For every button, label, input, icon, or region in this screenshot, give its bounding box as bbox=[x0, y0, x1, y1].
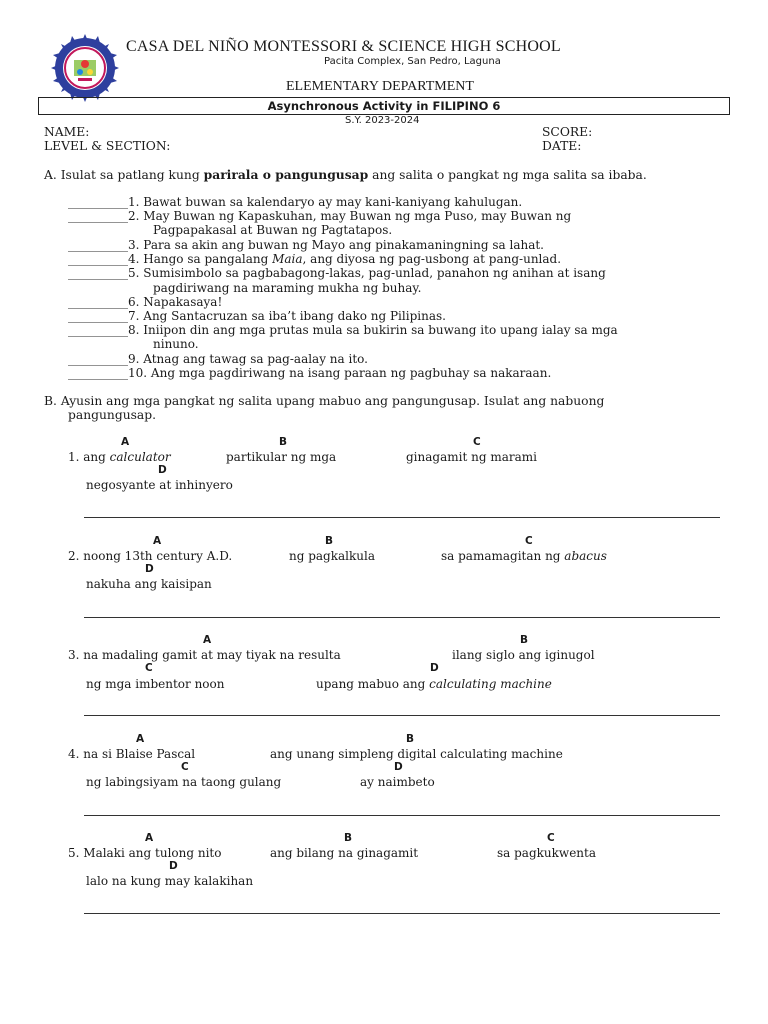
part-a-item: __________8. Iniipon din ang mga prutas mula sa bukirin sa buwang ito upang ialay sa mga bbox=[68, 323, 618, 337]
phrase-b: ilang siglo ang iginugol bbox=[452, 648, 595, 662]
answer-line[interactable] bbox=[84, 715, 720, 716]
phrase-a: 5. Malaki ang tulong nito bbox=[68, 846, 222, 860]
phrase-a: 3. na madaling gamit at may tiyak na resulta bbox=[68, 648, 341, 662]
date-field-label: DATE: bbox=[542, 139, 582, 153]
column-label-d: D bbox=[158, 464, 167, 476]
score-field-label: SCORE: bbox=[542, 125, 593, 139]
part-a-item-continuation: ninuno. bbox=[153, 337, 199, 351]
part-a-instruction: A. Isulat sa patlang kung parirala o pangungusap ang salita o pangkat ng mga salita sa ibaba. bbox=[44, 167, 647, 182]
part-a-item: __________4. Hango sa pangalang Maia, ang diyosa ng pag-usbong at pang-unlad. bbox=[68, 252, 562, 266]
phrase-d: negosyante at inhinyero bbox=[86, 478, 233, 492]
column-label-c: C bbox=[547, 832, 555, 844]
phrase-d: upang mabuo ang calculating machine bbox=[316, 677, 552, 691]
school-name: CASA DEL NIÑO MONTESSORI & SCIENCE HIGH SCHOOL bbox=[126, 38, 561, 55]
phrase-b: partikular ng mga bbox=[226, 450, 337, 464]
part-a-item: __________2. May Buwan ng Kapaskuhan, may Buwan ng mga Puso, may Buwan ng bbox=[68, 209, 572, 223]
column-label-a: A bbox=[153, 535, 162, 547]
part-a-item: __________10. Ang mga pagdiriwang na isang paraan ng pagbuhay sa nakaraan. bbox=[68, 366, 552, 380]
column-label-b: B bbox=[520, 634, 529, 646]
phrase-b: ang bilang na ginagamit bbox=[270, 846, 419, 860]
column-label-b: B bbox=[279, 436, 288, 448]
column-label-b: B bbox=[344, 832, 353, 844]
activity-title-box bbox=[38, 97, 730, 115]
school-address: Pacita Complex, San Pedro, Laguna bbox=[324, 56, 501, 67]
column-label-c: C bbox=[525, 535, 533, 547]
phrase-c: ng labingsiyam na taong gulang bbox=[86, 775, 282, 789]
part-a-item: __________1. Bawat buwan sa kalendaryo ay may kani-kaniyang kahulugan. bbox=[68, 195, 523, 209]
part-a-item: __________6. Napakasaya! bbox=[68, 295, 223, 309]
level-section-field-label: LEVEL & SECTION: bbox=[44, 139, 171, 153]
phrase-c: sa pamamagitan ng abacus bbox=[441, 549, 607, 563]
answer-line[interactable] bbox=[84, 617, 720, 618]
answer-line[interactable] bbox=[84, 815, 720, 816]
column-label-d: D bbox=[169, 860, 178, 872]
column-label-d: D bbox=[430, 662, 439, 674]
column-label-b: B bbox=[406, 733, 415, 745]
part-a-item: __________5. Sumisimbolo sa pagbabagong-lakas, pag-unlad, panahon ng anihan at isang bbox=[68, 266, 606, 280]
phrase-c: ginagamit ng marami bbox=[406, 450, 537, 464]
phrase-b: ng pagkalkula bbox=[289, 549, 375, 563]
phrase-d: ay naimbeto bbox=[360, 775, 435, 789]
column-label-a: A bbox=[145, 832, 154, 844]
column-label-c: C bbox=[473, 436, 481, 448]
answer-line[interactable] bbox=[84, 913, 720, 914]
phrase-a: 1. ang calculator bbox=[68, 450, 171, 464]
phrase-d: lalo na kung may kalakihan bbox=[86, 874, 254, 888]
answer-line[interactable] bbox=[84, 517, 720, 518]
department-name: ELEMENTARY DEPARTMENT bbox=[286, 79, 474, 94]
phrase-b: ang unang simpleng digital calculating machine bbox=[270, 747, 563, 761]
part-a-item: __________7. Ang Santacruzan sa iba’t ibang dako ng Pilipinas. bbox=[68, 309, 446, 323]
column-label-c: C bbox=[181, 761, 189, 773]
activity-title: Asynchronous Activity in FILIPINO 6 bbox=[267, 99, 501, 113]
column-label-a: A bbox=[136, 733, 145, 745]
phrase-a: 4. na si Blaise Pascal bbox=[68, 747, 196, 761]
phrase-c: sa pagkukwenta bbox=[497, 846, 596, 860]
phrase-a: 2. noong 13th century A.D. bbox=[68, 549, 233, 563]
part-a-item: __________3. Para sa akin ang buwan ng Mayo ang pinakamaningning sa lahat. bbox=[68, 238, 544, 252]
part-a-item: __________9. Atnag ang tawag sa pag-aalay na ito. bbox=[68, 352, 368, 366]
column-label-a: A bbox=[203, 634, 212, 646]
part-a-item-continuation: Pagpapakasal at Buwan ng Pagtatapos. bbox=[153, 223, 393, 237]
phrase-d: nakuha ang kaisipan bbox=[86, 577, 212, 591]
column-label-b: B bbox=[325, 535, 334, 547]
part-b-instruction: B. Ayusin ang mga pangkat ng salita upang mabuo ang pangungusap. Isulat ang nabuong bbox=[44, 394, 605, 408]
column-label-a: A bbox=[121, 436, 130, 448]
school-year: S.Y. 2023-2024 bbox=[345, 115, 420, 126]
school-logo bbox=[50, 33, 120, 103]
name-field-label: NAME: bbox=[44, 125, 90, 139]
phrase-c: ng mga imbentor noon bbox=[86, 677, 225, 691]
column-label-d: D bbox=[394, 761, 403, 773]
column-label-d: D bbox=[145, 563, 154, 575]
part-b-instruction-continuation: pangungusap. bbox=[68, 408, 157, 422]
part-a-item-continuation: pagdiriwang na maraming mukha ng buhay. bbox=[153, 281, 422, 295]
column-label-c: C bbox=[145, 662, 153, 674]
